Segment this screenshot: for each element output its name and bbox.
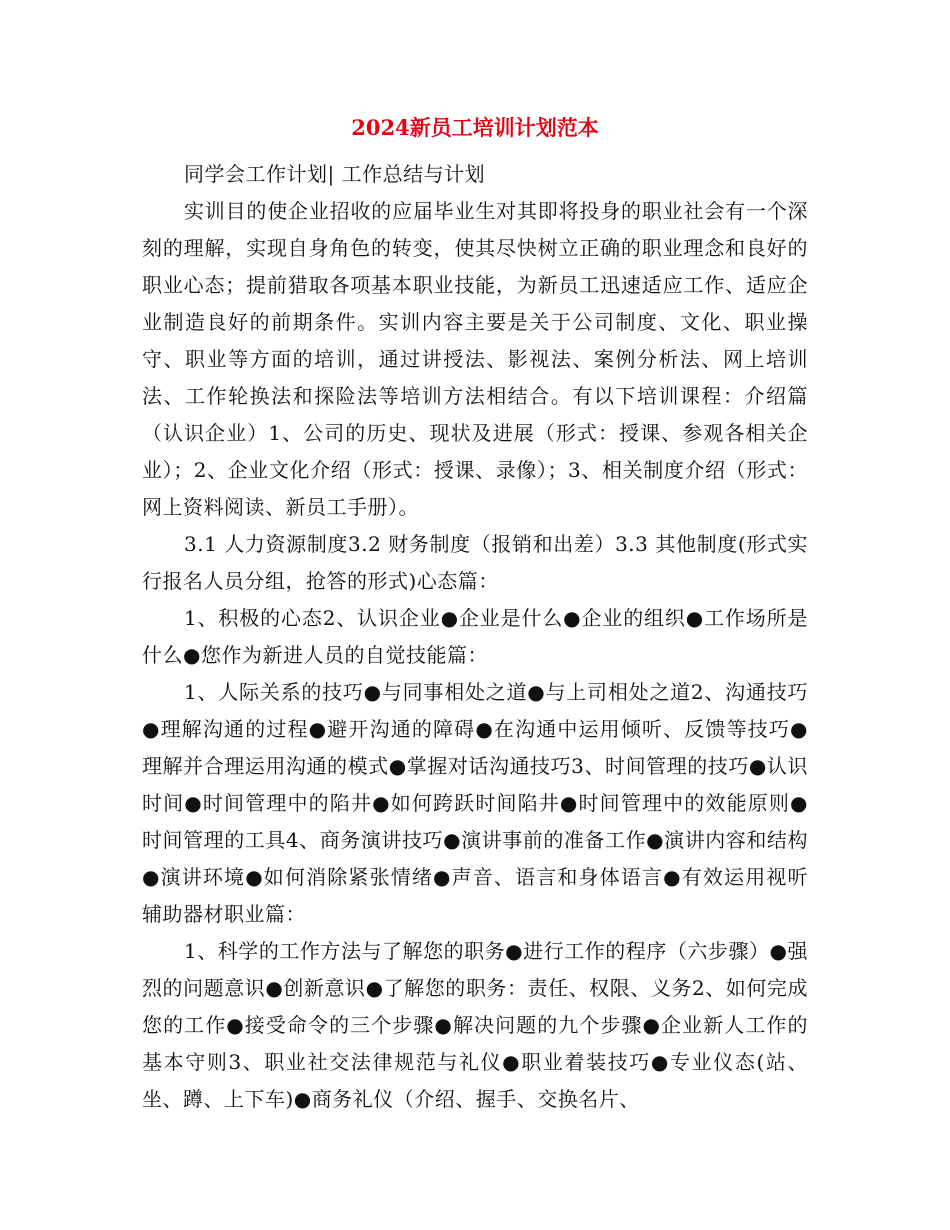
subtitle-line: 同学会工作计划| 工作总结与计划 (184, 162, 486, 186)
paragraph-systems: 3.1 人力资源制度3.2 财务制度（报销和出差）3.3 其他制度(形式实行报名人员分组，抢答的形式)心态篇： (142, 532, 808, 593)
paragraph-mindset: 1、积极的心态2、认识企业●企业是什么●企业的组织●工作场所是什么●您作为新进人员的自觉技能篇： (142, 606, 808, 667)
document-page (142, 110, 808, 1118)
paragraph-skills: 1、人际关系的技巧●与同事相处之道●与上司相处之道2、沟通技巧●理解沟通的过程●避开沟通的障碍●在沟通中运用倾听、反馈等技巧●理解并合理运用沟通的模式●掌握对话沟通技巧3、时间管理的技巧●认识时间●时间管理中的陷井●如何跨跃时间陷井●时间管理中的效能原则●时间管理的工具4、商务演讲技巧●演讲事前的准备工作●演讲内容和结构●演讲环境●如何消除紧张情绪●声音、语言和身体语言●有效运用视听辅助器材职业篇： (142, 680, 808, 926)
paragraph-training-purpose: 实训目的使企业招收的应届毕业生对其即将投身的职业社会有一个深刻的理解，实现自身角色的转变，使其尽快树立正确的职业理念和良好的职业心态；提前猎取各项基本职业技能，为新员工迅速适应工作、适应企业制造良好的前期条件。实训内容主要是关于公司制度、文化、职业操守、职业等方面的培训，通过讲授法、影视法、案例分析法、网上培训法、工作轮换法和探险法等培训方法相结合。有以下培训课程：介绍篇（认识企业）1、公司的历史、现状及进展（形式：授课、参观各相关企业）；2、企业文化介绍（形式：授课、录像）；3、相关制度介绍（形式：网上资料阅读、新员工手册）。 (142, 199, 808, 519)
paragraph-career: 1、科学的工作方法与了解您的职务●进行工作的程序（六步骤）●强烈的问题意识●创新意识●了解您的职务：责任、权限、义务2、如何完成您的工作●接受命令的三个步骤●解决问题的九个步骤●企业新人工作的基本守则3、职业社交法律规范与礼仪●职业着装技巧●专业仪态(站、坐、蹲、上下车)●商务礼仪（介绍、握手、交换名片、 (142, 939, 808, 1111)
document-title: 2024新员工培训计划范本 (351, 115, 599, 140)
